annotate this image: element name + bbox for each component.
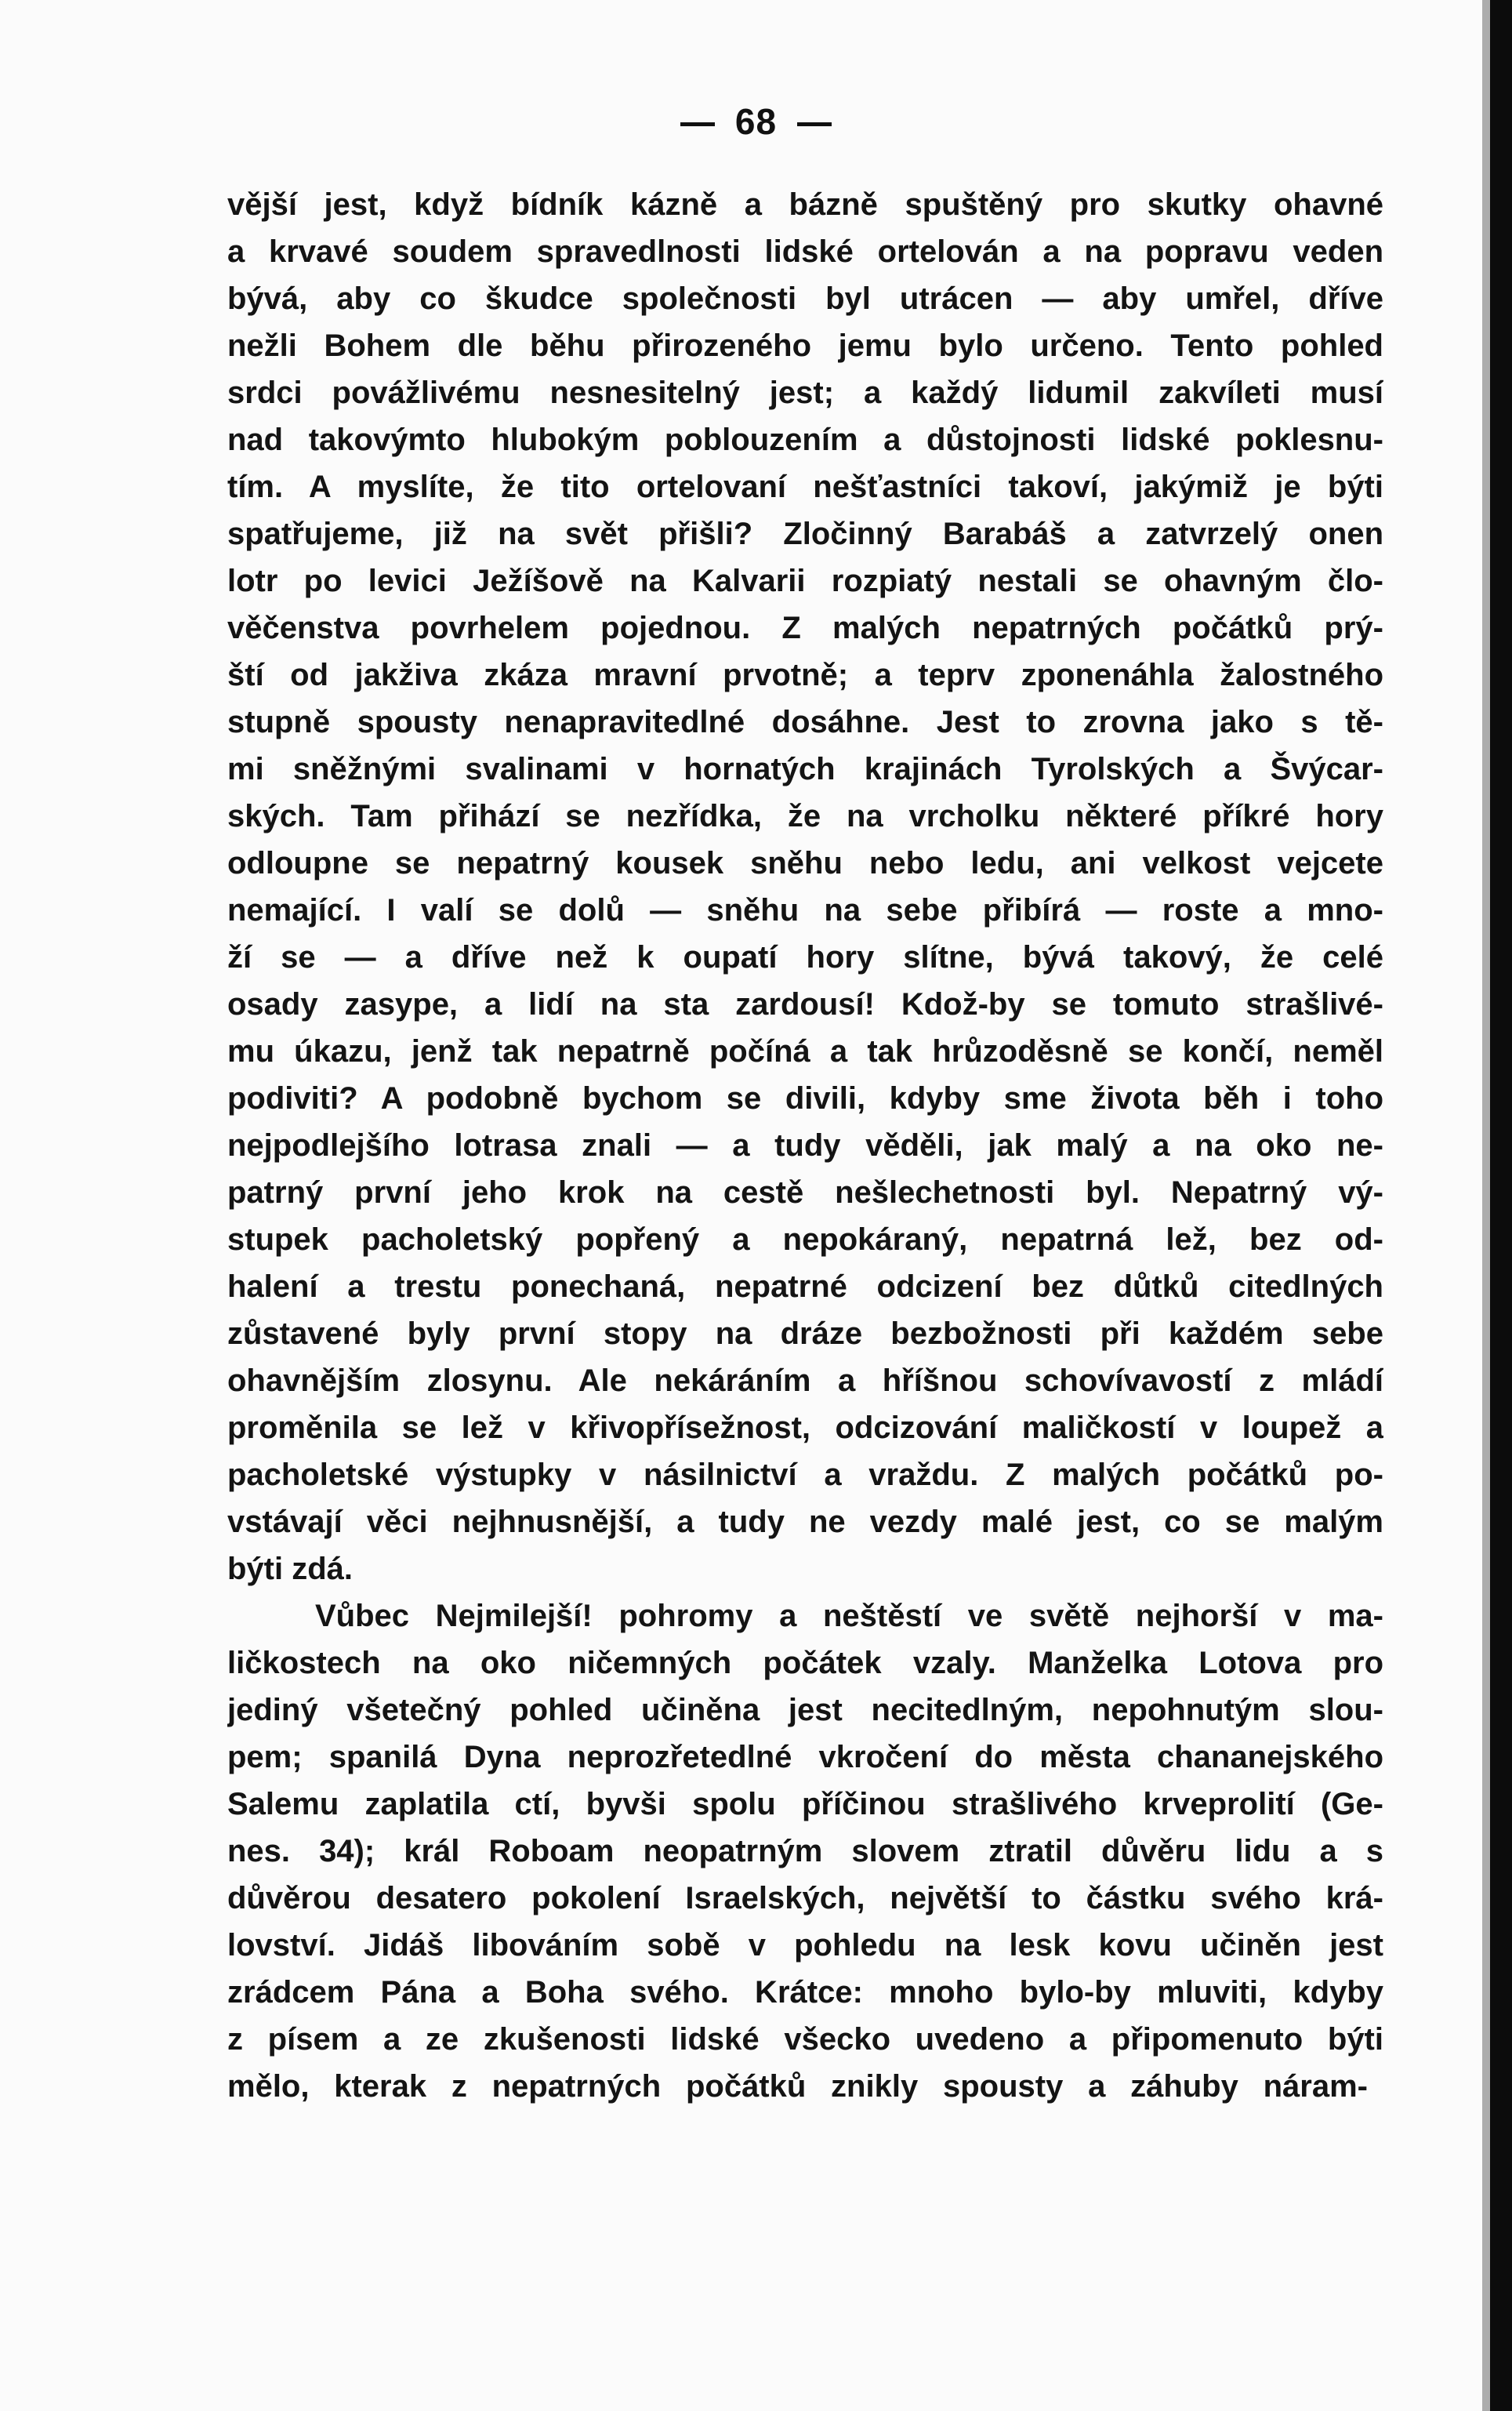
text-line: stupně spousty nenapravitedlné dosáhne. Jest to zrovna jako s tě-	[227, 705, 1383, 739]
page-edge-shadow	[1482, 0, 1490, 2411]
text-line: nežli Bohem dle běhu přirozeného jemu bylo určeno. Tento pohled	[227, 329, 1383, 363]
text-line: důvěrou desatero pokolení Israelských, největší to částku svého krá-	[227, 1881, 1383, 1915]
text-line: ží se — a dříve než k oupatí hory slítne, bývá takový, že celé	[227, 940, 1383, 975]
text-line: spatřujeme, již na svět přišli? Zločinný Barabáš a zatvrzelý onen	[227, 517, 1383, 551]
text-line: stupek pacholetský popřený a nepokáraný, nepatrná lež, bez od-	[227, 1222, 1383, 1257]
text-line: halení a trestu ponechaná, nepatrné odcizení bez důtků citedlných	[227, 1269, 1383, 1304]
text-line: srdci povážlivému nesnesitelný jest; a každý lidumil zakvíleti musí	[227, 376, 1383, 410]
text-line: pem; spanilá Dyna neprozřetedlné vkročení do města chananejského	[227, 1740, 1383, 1774]
text-line: tím. A myslíte, že tito ortelovaní nešťastníci takoví, jakýmiž je býti	[227, 470, 1383, 504]
text-line-paragraph-start: Vůbec Nejmilejší! pohromy a neštěstí ve světě nejhorší v ma-	[315, 1599, 1383, 1633]
text-line: patrný první jeho krok na cestě nešlechetnosti byl. Nepatrný vý-	[227, 1175, 1383, 1210]
text-line: a krvavé soudem spravedlnosti lidské ortelován a na popravu veden	[227, 234, 1383, 269]
text-line: ohavnějším zlosynu. Ale nekáráním a hříšnou schovívavostí z mládí	[227, 1363, 1383, 1398]
text-line: ských. Tam přihází se nezřídka, že na vrcholku některé příkré hory	[227, 799, 1383, 833]
text-line: zůstavené byly první stopy na dráze bezbožnosti při každém sebe	[227, 1316, 1383, 1351]
text-line: z písem a ze zkušenosti lidské všecko uvedeno a připomenuto býti	[227, 2022, 1383, 2057]
text-line: lovství. Jidáš libováním sobě v pohledu na lesk kovu učiněn jest	[227, 1928, 1383, 1963]
text-line: nad takovýmto hlubokým poblouzením a důstojnosti lidské poklesnu-	[227, 423, 1383, 457]
page-edge-border	[1490, 0, 1512, 2411]
text-line-paragraph-end: býti zdá.	[227, 1552, 354, 1586]
text-line: nemající. I valí se dolů — sněhu na sebe přibírá — roste a mno-	[227, 893, 1383, 928]
page-header	[0, 100, 1512, 143]
text-line: jediný všetečný pohled učiněna jest necitedlným, nepohnutým slou-	[227, 1693, 1383, 1727]
text-line: ští od jakživa zkáza mravní prvotně; a teprv zponenáhla žalostného	[227, 658, 1383, 692]
text-line: mu úkazu, jenž tak nepatrně počíná a tak hrůzoděsně se končí, neměl	[227, 1034, 1383, 1069]
text-line: osady zasype, a lidí na sta zardousí! Kdož-by se tomuto strašlivé-	[227, 987, 1383, 1022]
text-line: nes. 34); král Roboam neopatrným slovem ztratil důvěru lidu a s	[227, 1834, 1383, 1868]
text-line: věčenstva povrhelem pojednou. Z malých nepatrných počátků prý-	[227, 611, 1383, 645]
text-line: podiviti? A podobně bychom se divili, kdyby sme života běh i toho	[227, 1081, 1383, 1116]
text-line: Salemu zaplatila ctí, byvši spolu příčinou strašlivého krveprolití (Ge-	[227, 1787, 1383, 1821]
page-number: 68	[734, 101, 778, 142]
text-line: vější jest, když bídník kázně a bázně spuštěný pro skutky ohavné	[227, 187, 1383, 222]
text-line: mělo, kterak z nepatrných počátků znikly spousty a záhuby náram-	[227, 2069, 1368, 2104]
text-line: ličkostech na oko ničemných počátek vzaly. Manželka Lotova pro	[227, 1646, 1383, 1680]
header-dash-right	[797, 122, 832, 126]
text-line: pacholetské výstupky v násilnictví a vraždu. Z malých počátků po-	[227, 1458, 1383, 1492]
text-line: proměnila se lež v křivopřísežnost, odcizování maličkostí v loupež a	[227, 1411, 1383, 1445]
text-line: nejpodlejšího lotrasa znali — a tudy věděli, jak malý a na oko ne-	[227, 1128, 1383, 1163]
text-line: bývá, aby co škudce společnosti byl utrácen — aby umřel, dříve	[227, 281, 1383, 316]
text-line: mi sněžnými svalinami v hornatých krajinách Tyrolských a Švýcar-	[227, 752, 1383, 786]
header-dash-left	[680, 122, 715, 126]
text-line: lotr po levici Ježíšově na Kalvarii rozpiatý nestali se ohavným člo-	[227, 564, 1383, 598]
text-line: vstávají věci nejhnusnější, a tudy ne vezdy malé jest, co se malým	[227, 1505, 1383, 1539]
text-line: zrádcem Pána a Boha svého. Krátce: mnoho bylo-by mluviti, kdyby	[227, 1975, 1383, 2010]
text-line: odloupne se nepatrný kousek sněhu nebo ledu, ani velkost vejcete	[227, 846, 1383, 881]
